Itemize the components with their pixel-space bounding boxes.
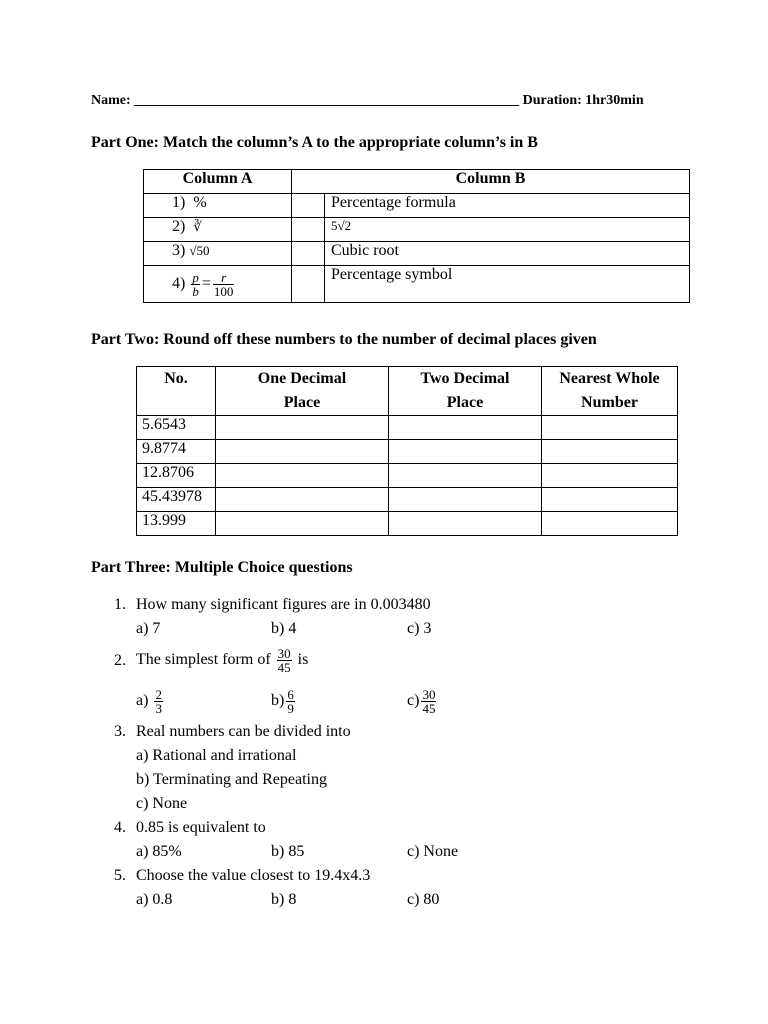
column-b-cell: Percentage symbol <box>325 266 690 303</box>
column-a-cell: 1) % <box>144 194 292 218</box>
column-a-cell: 3) √50 <box>144 242 292 266</box>
option-c[interactable]: c) 80 <box>407 891 440 908</box>
part-one-title: Part One: Match the column’s A to the appropriate column’s in B <box>91 134 538 151</box>
option-c[interactable]: c) 3 <box>407 620 432 637</box>
option-c[interactable]: c) $\frac{30}{45}$ <box>407 686 436 716</box>
header-no: No. <box>137 367 216 416</box>
table-row <box>137 512 678 536</box>
question-number: 5. <box>114 867 126 884</box>
option-c[interactable]: c) None <box>407 843 459 860</box>
table-row <box>137 416 678 440</box>
answer-cell[interactable] <box>542 488 678 512</box>
answer-cell[interactable] <box>216 512 389 536</box>
option-c[interactable]: c) None <box>136 795 188 812</box>
column-a-cell: 4) $\frac{p}{b}$ = $\frac{r}{100}$ <box>144 266 292 303</box>
name-blank-line: _______________________________________________________ <box>134 93 520 108</box>
part-two-table <box>136 366 678 536</box>
question-number: 1. <box>114 596 126 613</box>
number-cell: 9.8774 <box>137 440 216 464</box>
option-a[interactable]: a) 7 <box>136 620 161 637</box>
table-header-row <box>137 367 678 416</box>
column-a-header: Column A <box>144 170 292 194</box>
table-header-row <box>144 170 690 194</box>
spacer-cell <box>292 242 325 266</box>
question-text: 0.85 is equivalent to <box>136 819 266 836</box>
number-cell: 5.6543 <box>137 416 216 440</box>
number-cell: 12.8706 <box>137 464 216 488</box>
part-one-table <box>143 169 690 303</box>
column-b-cell: Cubic root <box>325 242 690 266</box>
spacer-cell <box>292 266 325 303</box>
fraction-p-over-b: $\frac{p}{b}$ <box>192 269 199 299</box>
option-a[interactable]: a) $\frac{2}{3}$ <box>136 686 162 716</box>
part-three-title: Part Three: Multiple Choice questions <box>91 559 353 576</box>
answer-cell[interactable] <box>216 416 389 440</box>
option-a[interactable]: a) 85% <box>136 843 182 860</box>
question-text: Choose the value closest to 19.4x4.3 <box>136 867 371 884</box>
option-b[interactable]: b) 8 <box>271 891 297 908</box>
table-row <box>137 464 678 488</box>
answer-cell[interactable] <box>389 416 542 440</box>
answer-cell[interactable] <box>389 512 542 536</box>
question-number: 3. <box>114 723 126 740</box>
header-one-decimal: One Decimal Place <box>216 367 389 416</box>
column-a-cell: 2) ∛ <box>144 218 292 242</box>
table-row <box>137 488 678 512</box>
option-a[interactable]: a) Rational and irrational <box>136 747 297 764</box>
column-b-cell: Percentage formula <box>325 194 690 218</box>
spacer-cell <box>292 218 325 242</box>
answer-cell[interactable] <box>542 464 678 488</box>
table-row <box>144 266 690 303</box>
spacer-cell <box>292 194 325 218</box>
option-b[interactable]: b) $\frac{6}{9}$ <box>271 686 294 716</box>
answer-cell[interactable] <box>216 464 389 488</box>
question-text: The simplest form of $\frac{30}{45}$ is <box>136 645 309 675</box>
table-row <box>144 242 690 266</box>
name-label: Name: <box>91 93 131 108</box>
header-two-decimal: Two Decimal Place <box>389 367 542 416</box>
question-number: 4. <box>114 819 126 836</box>
option-b[interactable]: b) 85 <box>271 843 305 860</box>
option-a[interactable]: a) 0.8 <box>136 891 173 908</box>
question-text: How many significant figures are in 0.003480 <box>136 596 431 613</box>
question-number: 2. <box>114 652 126 669</box>
duration-label: Duration: 1hr30min <box>522 93 644 108</box>
answer-cell[interactable] <box>542 416 678 440</box>
part-two-title: Part Two: Round off these numbers to the number of decimal places given <box>91 331 597 348</box>
answer-cell[interactable] <box>216 488 389 512</box>
fraction-r-over-100: $\frac{r}{100}$ <box>213 269 234 299</box>
column-b-header: Column B <box>292 170 690 194</box>
answer-cell[interactable] <box>389 488 542 512</box>
header-line <box>91 93 644 109</box>
answer-cell[interactable] <box>389 440 542 464</box>
table-row <box>137 440 678 464</box>
number-cell: 45.43978 <box>137 488 216 512</box>
answer-cell[interactable] <box>542 440 678 464</box>
table-row <box>144 218 690 242</box>
option-b[interactable]: b) Terminating and Repeating <box>136 771 327 788</box>
option-b[interactable]: b) 4 <box>271 620 297 637</box>
fraction-30-over-45: $\frac{30}{45}$ <box>277 645 291 675</box>
answer-cell[interactable] <box>389 464 542 488</box>
header-nearest-whole: Nearest Whole Number <box>542 367 678 416</box>
answer-cell[interactable] <box>542 512 678 536</box>
question-text: Real numbers can be divided into <box>136 723 351 740</box>
table-row <box>144 194 690 218</box>
answer-cell[interactable] <box>216 440 389 464</box>
number-cell: 13.999 <box>137 512 216 536</box>
column-b-cell: 5√2 <box>325 218 690 242</box>
